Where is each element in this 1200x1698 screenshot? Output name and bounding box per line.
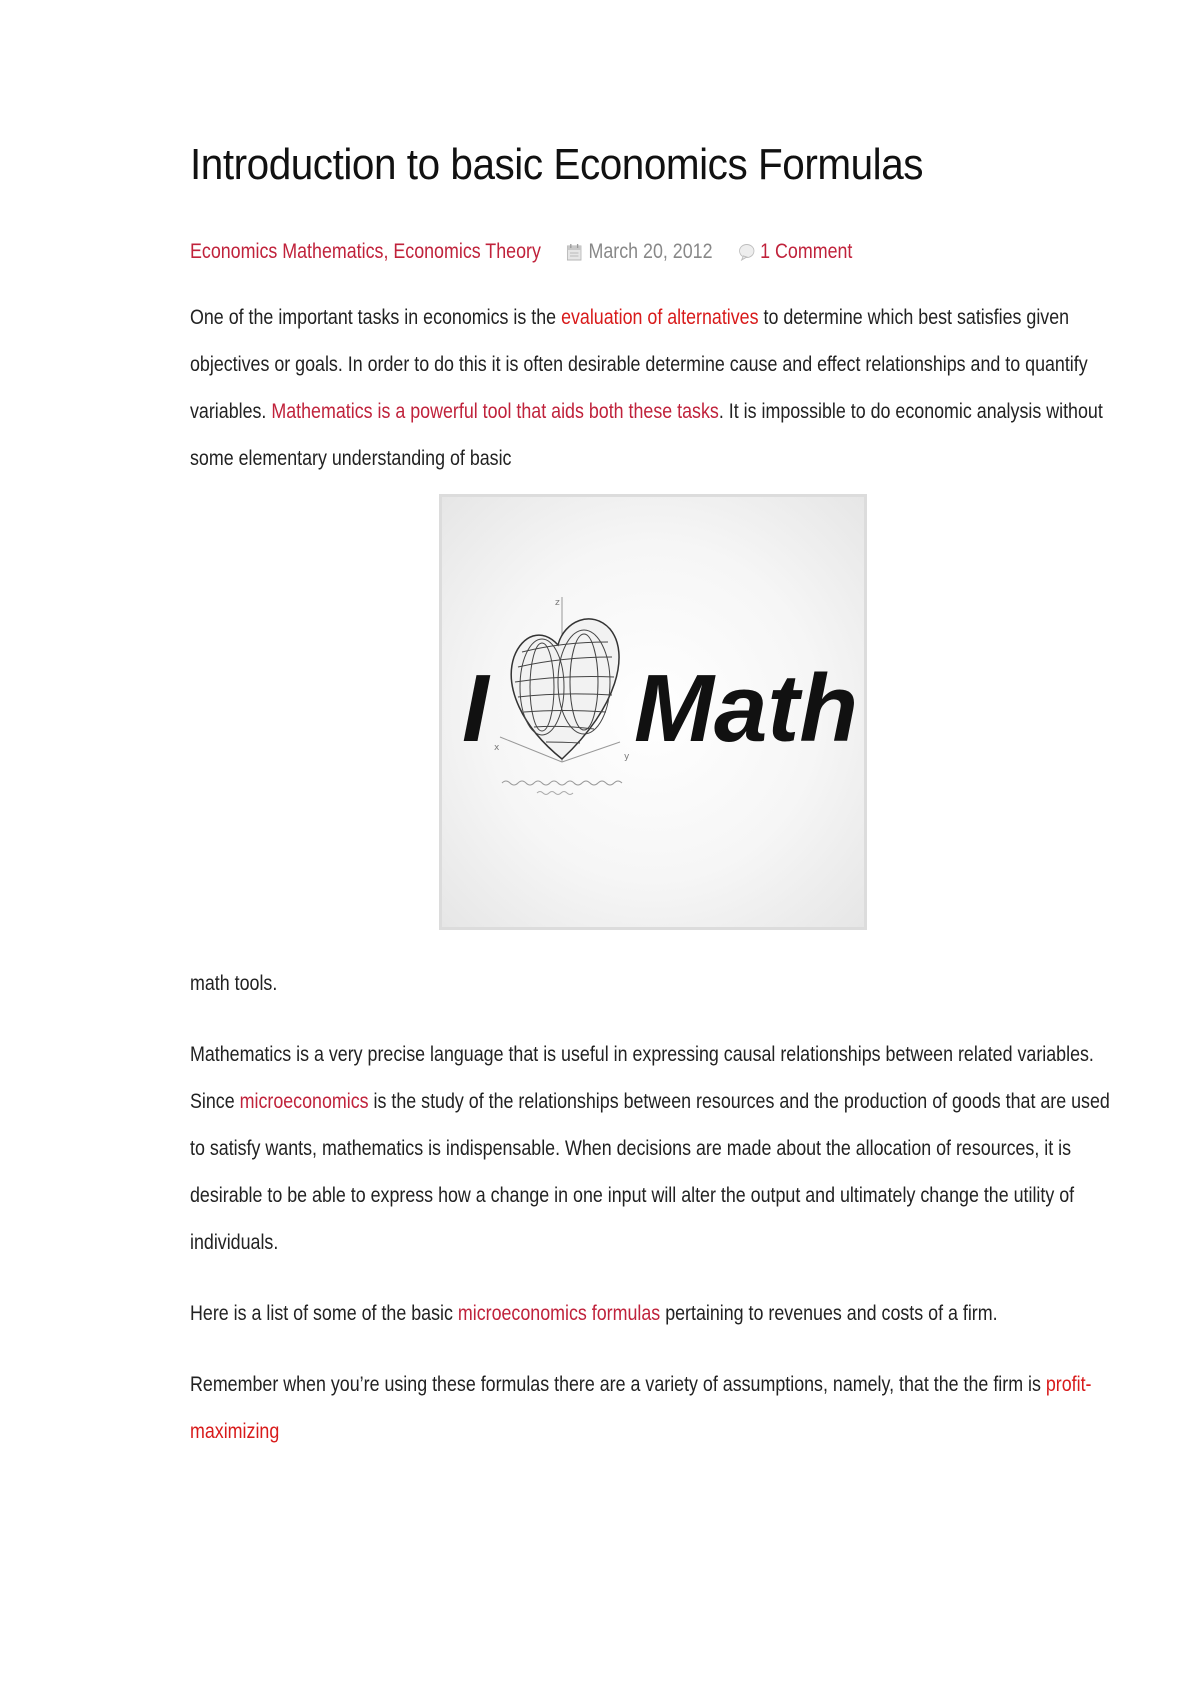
calendar-icon xyxy=(566,243,581,261)
heart-wireframe-icon xyxy=(511,619,619,759)
paragraph-assumptions xyxy=(190,1361,1117,1455)
category-separator: , xyxy=(383,240,389,263)
axis-label-y: y xyxy=(623,752,629,762)
paragraph-mathematics-language xyxy=(190,1031,1117,1266)
paragraph-text: pertaining to revenues and costs of a firm. xyxy=(660,1302,998,1325)
link-evaluation-of-alternatives[interactable]: evaluation of alternatives xyxy=(561,306,759,329)
link-microeconomics[interactable]: microeconomics xyxy=(239,1090,369,1113)
figure-text-math: Math xyxy=(633,655,858,762)
paragraph-text: . It is impossible to do economic analysis without some elementary understanding of basic xyxy=(190,400,1103,470)
category-link-economics-mathematics[interactable]: Economics Mathematics xyxy=(190,240,384,263)
paragraph-text: Here is a list of some of the basic xyxy=(190,1302,458,1325)
speech-bubble-icon xyxy=(738,243,753,261)
paragraph-text: Mathematics is a very precise language that is useful in expressing causal relationships between related variables. Since xyxy=(190,1043,1094,1113)
paragraph-text: Remember when you’re using these formulas there are a variety of assumptions, namely, that the the firm is xyxy=(190,1373,1046,1396)
link-profit-maximizing[interactable]: profit-maximizing xyxy=(190,1373,1092,1443)
axis-label-z: z xyxy=(554,598,560,608)
paragraph-intro-end: math tools. xyxy=(190,972,278,995)
article xyxy=(190,140,1115,1455)
article-title: Introduction to basic Economics Formulas xyxy=(190,140,924,189)
paragraph-formulas-list xyxy=(190,1290,1117,1337)
paragraph-text: to determine which best satisfies given objectives or goals. In order to do this it is often desirable determine cause and effect relationships and to quantify variables. xyxy=(190,306,1088,423)
link-microeconomics-formulas[interactable]: microeconomics formulas xyxy=(457,1302,661,1325)
figure-text-i: I xyxy=(461,655,489,762)
category-link-economics-theory[interactable]: Economics Theory xyxy=(393,240,541,263)
post-date: March 20, 2012 xyxy=(588,240,713,263)
paragraph-text: One of the important tasks in economics is the xyxy=(190,306,562,329)
paragraph-intro xyxy=(190,294,1117,482)
comments-link[interactable]: 1 Comment xyxy=(760,240,853,263)
link-mathematics-powerful-tool[interactable]: Mathematics is a powerful tool that aids both these tasks xyxy=(271,400,719,423)
paragraph-text: is the study of the relationships between resources and the production of goods that are used to satisfy wants, mathematics is indispensable. When decisions are made about the allocation of resources, it is desirable to be able to express how a change in one input will alter the output and ultimately change the utility of individuals. xyxy=(190,1090,1110,1254)
axis-label-x: x xyxy=(493,743,499,753)
post-meta xyxy=(190,240,976,264)
i-love-math-image xyxy=(439,494,867,930)
